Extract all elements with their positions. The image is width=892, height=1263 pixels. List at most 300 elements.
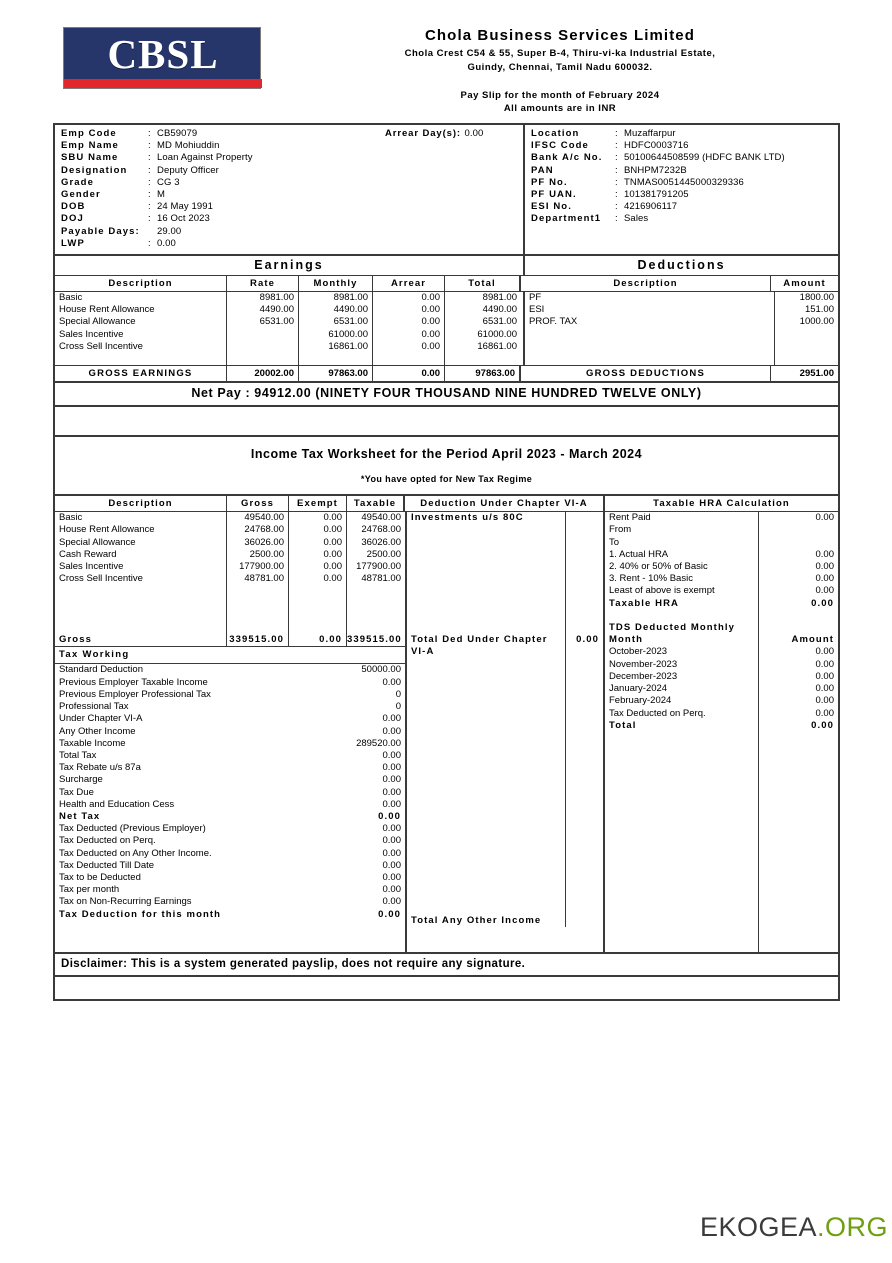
itw-row [55,537,405,549]
earnings-rate: 8981.00 [227,292,299,304]
hra-filler-value [758,805,838,817]
tax-working-label: Any Other Income [59,725,136,737]
filler-row [407,537,603,549]
itw-filler-row [55,585,405,597]
tax-working-row [55,799,405,811]
tax-working-value: 0.00 [382,871,401,883]
filler-row [605,842,838,854]
filler-row [605,854,838,866]
itw-taxable [347,610,405,622]
deduction-amount: 151.00 [804,304,834,316]
tds-month: January-2024 [609,683,668,695]
deduction-amount-col [775,292,838,365]
tax-working-value: 0.00 [382,859,401,871]
employee-field-value: 50100644508599 (HDFC BANK LTD) [624,152,785,164]
hra-filler-value [758,830,838,842]
col-earn-arrear: Arrear [373,276,445,291]
total-any-other-income-row [407,915,603,927]
earnings-deductions-body [55,292,838,366]
deduction-description: PF [529,292,542,304]
tax-working-label: Tax Deducted (Previous Employer) [59,823,206,835]
itw-gross: 2500.00 [227,549,289,561]
chapter-via-filler-label [407,708,565,720]
chapter-via-filler-label [407,854,565,866]
hra-value [758,537,838,549]
tax-working-value: 0 [395,701,401,713]
chapter-via-filler-value [565,891,603,903]
tds-title: TDS Deducted Monthly [609,622,735,634]
itw-exempt: 0.00 [289,549,347,561]
hra-row [605,561,838,573]
itw-taxable: 177900.00 [356,561,401,573]
filler-row [407,830,603,842]
chapter-via-filler-value [565,585,603,597]
itw-gross [227,598,289,610]
itw-description: Cross Sell Incentive [55,573,227,585]
itw-row [55,573,405,585]
deduction-description [525,341,774,353]
employee-field-separator: : [148,237,151,249]
chapter-via-filler-label [407,683,565,695]
filler-row [407,903,603,915]
hra-label: 3. Rent - 10% Basic [609,573,693,585]
hra-blank-gap [605,610,838,622]
employee-field-value: CB59079 [157,128,198,139]
hra-rows [605,512,838,610]
col-itw-exempt: Exempt [289,496,347,511]
hra-filler-label [605,805,758,817]
chapter-via-filler-label [407,598,565,610]
hra-row [605,537,838,549]
tds-title-spacer [758,622,838,634]
filler-row [407,585,603,597]
payslip-period-title: Pay Slip for the month of February 2024 [460,90,660,101]
earnings-arrear: 0.00 [373,304,445,316]
tax-working-row [55,664,405,676]
tds-rows [605,646,838,731]
tds-amount: 0.00 [758,720,838,732]
employee-field-label: Grade [61,176,94,188]
chapter-via-filler-value [565,805,603,817]
logo-text: CBSL [107,31,219,77]
tax-working-row [55,787,405,799]
tax-working-row [55,750,405,762]
filler-row [407,793,603,805]
tds-month: November-2023 [609,658,678,670]
itw-filler-row [55,598,405,610]
chapter-via-filler-value [565,622,603,634]
arrear-days-value: 0.00 [464,128,484,139]
employee-field-label: PAN [531,164,554,176]
hra-filler-label [605,866,758,878]
chapter-via-filler-label [407,659,565,671]
earnings-row [55,316,523,328]
tax-working-label: Professional Tax [59,701,129,713]
employee-field-value: CG 3 [157,176,180,188]
employee-field-separator: : [148,189,151,201]
tax-working-value: 0.00 [382,786,401,798]
hra-row [605,512,838,524]
filler-row [407,573,603,585]
hra-filler-label [605,915,758,927]
hra-value: 0.00 [758,598,838,610]
tds-amount: 0.00 [758,671,838,683]
hra-label: 2. 40% or 50% of Basic [609,561,708,573]
earnings-rows-container [55,292,525,365]
tax-working-row [55,762,405,774]
employee-field-row [55,165,523,177]
filler-row [407,561,603,573]
col-earn-total: Total [445,276,521,291]
employee-field-value: Muzaffarpur [624,128,676,139]
tax-working-rows [55,664,405,920]
earnings-filler-total [445,353,521,365]
tds-row [605,708,838,720]
filler-row [407,659,603,671]
itw-gross-taxable: 339515.00 [347,634,402,646]
income-tax-worksheet-title: Income Tax Worksheet for the Period April 2023 - March 2024 [250,447,643,462]
deductions-rows-container [525,292,838,365]
chapter-via-filler-value [565,732,603,744]
tax-working-row [55,884,405,896]
arrear-days-label: Arrear Day(s): [385,128,461,139]
itw-row [55,512,405,524]
chapter-via-filler-label [407,671,565,683]
hra-label: Least of above is exempt [609,585,715,597]
earnings-total: 6531.00 [482,316,517,328]
earnings-filler [55,353,523,365]
deduction-desc-col [525,292,775,365]
chapter-via-title: Deduction Under Chapter VI-A [405,496,605,511]
itw-taxable [347,598,405,610]
hra-filler-label [605,817,758,829]
chapter-via-filler-label [407,903,565,915]
chapter-via-filler-label [407,817,565,829]
company-address-line2: Guindy, Chennai, Tamil Nadu 600032. [467,62,653,73]
chapter-via-filler-label [407,830,565,842]
tax-working-label: Net Tax [59,810,101,822]
chapter-via-filler-label [407,781,565,793]
employee-field-value: 0.00 [157,237,176,249]
tds-month: December-2023 [609,670,678,682]
hra-filler-label [605,854,758,866]
earnings-monthly: 4490.00 [299,304,373,316]
chapter-via-filler-value [565,866,603,878]
tax-working-label: Tax Rebate u/s 87a [59,762,141,774]
tds-row [605,683,838,695]
employee-field-row [55,201,523,213]
hra-filler-value [758,769,838,781]
employee-field-separator: : [615,213,618,225]
filler-row [407,854,603,866]
employee-info-section [55,125,838,256]
employee-field-row [55,152,523,164]
chapter-via-total-label: Total Ded Under Chapter VI-A [411,634,548,658]
employee-field-value: 24 May 1991 [157,201,214,213]
earnings-row [55,329,523,341]
earnings-total: 16861.00 [477,340,517,352]
investments-80c-value [565,512,603,524]
chapter-via-filler-label [407,756,565,768]
hra-value [758,524,838,536]
hra-filler-value [758,927,838,939]
filler-row [605,793,838,805]
hra-filler-value [758,915,838,927]
filler-row [605,866,838,878]
hra-value: 0.00 [758,512,838,524]
chapter-via-filler-label [407,891,565,903]
tds-amount: 0.00 [758,646,838,658]
chapter-via-filler-label [407,549,565,561]
itw-taxable: 24768.00 [361,524,401,536]
filler-row [605,817,838,829]
itw-description: Basic [55,512,227,524]
earnings-deductions-title-row [55,256,838,276]
tds-row [605,671,838,683]
tax-working-value: 0.00 [382,749,401,761]
hra-filler-value [758,903,838,915]
filler-row [407,744,603,756]
chapter-via-filler-label [407,720,565,732]
earnings-deductions-header-row [55,276,838,292]
hra-filler-label [605,830,758,842]
employee-field-label: Gender [61,189,101,201]
itw-gross-label: Gross [55,634,227,646]
chapter-via-filler-label [407,793,565,805]
chapter-via-filler-value [565,854,603,866]
chapter-via-filler-value [565,683,603,695]
earnings-total: 8981.00 [482,292,517,304]
tax-working-value: 0.00 [382,835,401,847]
itw-header-row [55,496,838,512]
hra-bottom-filler [605,732,838,952]
filler-row [605,903,838,915]
earnings-arrear: 0.00 [373,316,445,328]
tax-working-value: 289520.00 [356,737,401,749]
tds-month: October-2023 [609,646,668,658]
earnings-total: 4490.00 [482,304,517,316]
filler-row [407,671,603,683]
itw-gross [227,585,289,597]
tax-working-value: 50000.00 [361,664,401,676]
tds-title-row [605,622,838,634]
employee-field-row [525,213,838,225]
tax-working-row [55,848,405,860]
employee-field-value: M [157,189,166,201]
hra-calculation-title: Taxable HRA Calculation [653,498,790,510]
tax-working-row [55,860,405,872]
chapter-via-filler-value [565,781,603,793]
employee-field-label: Location [531,128,580,139]
earnings-rate: 6531.00 [227,316,299,328]
employee-field-separator: : [615,152,618,164]
hra-gap-right [758,610,838,622]
tax-working-row [55,774,405,786]
company-address-line1: Chola Crest C54 & 55, Super B-4, Thiru-vi-ka Industrial Estate, [404,48,716,59]
itw-filler-row [55,610,405,622]
itw-gross-gross: 339515.00 [227,634,289,646]
itw-exempt: 0.00 [289,573,347,585]
employee-field-separator: : [615,140,618,152]
hra-filler-value [758,878,838,890]
employee-field-value: Loan Against Property [157,152,253,164]
earnings-section-title: Earnings [55,256,525,275]
hra-filler-label [605,732,758,744]
hra-label: Taxable HRA [609,597,679,609]
tds-col-amount: Amount [758,634,838,646]
hra-filler-value [758,793,838,805]
employee-field-row [525,140,838,152]
employee-field-row [55,140,523,152]
hra-filler-value [758,744,838,756]
filler-row [605,891,838,903]
hra-label: To [609,536,620,548]
employee-field-separator: : [148,164,151,176]
filler-row [407,683,603,695]
itw-taxable [347,585,405,597]
deduction-amount: 1000.00 [799,316,834,328]
itw-taxable: 49540.00 [361,512,401,524]
document-header [0,0,892,118]
col-ded-description: Description [521,276,771,291]
employee-field-label: ESI No. [531,201,572,213]
employee-field-label: PF No. [531,176,568,188]
employee-field-separator: : [148,213,151,225]
watermark [700,1212,888,1243]
tax-working-label: Under Chapter VI-A [59,713,143,725]
deduction-description: PROF. TAX [529,316,578,328]
itw-description: Cash Reward [55,549,227,561]
chapter-via-filler-value [565,769,603,781]
itw-taxable: 2500.00 [366,548,401,560]
earnings-description: Sales Incentive [55,329,227,341]
itw-gross-row [55,634,405,647]
hra-filler-label [605,781,758,793]
employee-field-row [525,165,838,177]
chapter-via-filler-value [565,598,603,610]
gross-earnings-monthly: 97863.00 [299,366,373,381]
itw-row [55,561,405,573]
chapter-via-filler-value [565,671,603,683]
filler-row [407,878,603,890]
filler-row [407,891,603,903]
tax-working-row [55,872,405,884]
earnings-rate [227,341,299,353]
filler-row [605,927,838,939]
tds-amount: 0.00 [758,695,838,707]
tax-working-value: 0.00 [382,713,401,725]
filler-row [605,744,838,756]
itw-taxable: 36026.00 [361,536,401,548]
footer-blank-band [55,977,838,999]
chapter-via-filler-value [565,549,603,561]
hra-filler-label [605,891,758,903]
itw-gross [227,622,289,634]
employee-field-value: BNHPM7232B [624,164,687,176]
chapter-via-filler-label [407,805,565,817]
chapter-via-filler-value [565,878,603,890]
tax-working-row [55,713,405,725]
filler-row [407,524,603,536]
chapter-via-column [407,512,605,951]
employee-field-row [525,201,838,213]
tax-working-label: Tax Deducted Till Date [59,859,155,871]
filler-row [605,830,838,842]
earnings-description: Basic [55,292,227,304]
tax-working-row [55,896,405,908]
employee-field-separator [148,226,157,238]
employee-field-separator: : [615,201,618,213]
hra-row [605,585,838,597]
tax-working-value: 0.00 [382,725,401,737]
hra-filler-value [758,781,838,793]
tax-working-value: 0.00 [382,896,401,908]
col-earn-rate: Rate [227,276,299,291]
gross-earnings-rate: 20002.00 [227,366,299,381]
chapter-via-filler-label [407,585,565,597]
chapter-via-filler-label [407,573,565,585]
itw-exempt: 0.00 [289,561,347,573]
employee-field-separator: : [148,176,151,188]
hra-filler-label [605,793,758,805]
chapter-via-filler-value [565,573,603,585]
chapter-via-filler-value [565,817,603,829]
tax-working-label: Tax on Non-Recurring Earnings [59,896,192,908]
logo-red-bar [64,79,262,88]
hra-value: 0.00 [758,585,838,597]
filler-row [407,549,603,561]
itw-description [55,598,227,610]
filler-row [407,781,603,793]
col-itw-description: Description [55,496,227,511]
hra-tds-column [605,512,838,951]
hra-row [605,573,838,585]
tax-working-value: 0.00 [382,774,401,786]
investments-80c-label: Investments u/s 80C [411,512,524,524]
filler-row [605,781,838,793]
tax-working-row [55,835,405,847]
deduction-description: ESI [529,304,545,316]
employee-field-value: Deputy Officer [157,164,219,176]
filler-row [407,732,603,744]
earnings-row [55,341,523,353]
watermark-tld: .ORG [817,1212,889,1242]
itw-exempt [289,622,347,634]
hra-value: 0.00 [758,573,838,585]
chapter-via-filler-value [565,830,603,842]
chapter-via-filler-value [565,659,603,671]
itw-body [55,512,838,953]
filler-row [605,732,838,744]
hra-filler-value [758,939,838,951]
filler-row [407,769,603,781]
employee-field-label: DOJ [61,213,84,225]
itw-left-column [55,512,407,951]
employee-field-value: 16 Oct 2023 [157,213,210,225]
payslip-sheet [53,123,840,1001]
filler-row [605,878,838,890]
tax-working-label: Previous Employer Professional Tax [59,688,211,700]
tax-working-row [55,909,405,921]
tax-working-value: 0.00 [382,798,401,810]
itw-exempt [289,598,347,610]
employee-field-label: Designation [61,164,128,176]
chapter-via-filler-label [407,622,565,634]
employee-field-value: 4216906117 [624,201,678,213]
company-logo [63,27,261,89]
chapter-via-filler-value [565,793,603,805]
itw-gross: 48781.00 [227,573,289,585]
